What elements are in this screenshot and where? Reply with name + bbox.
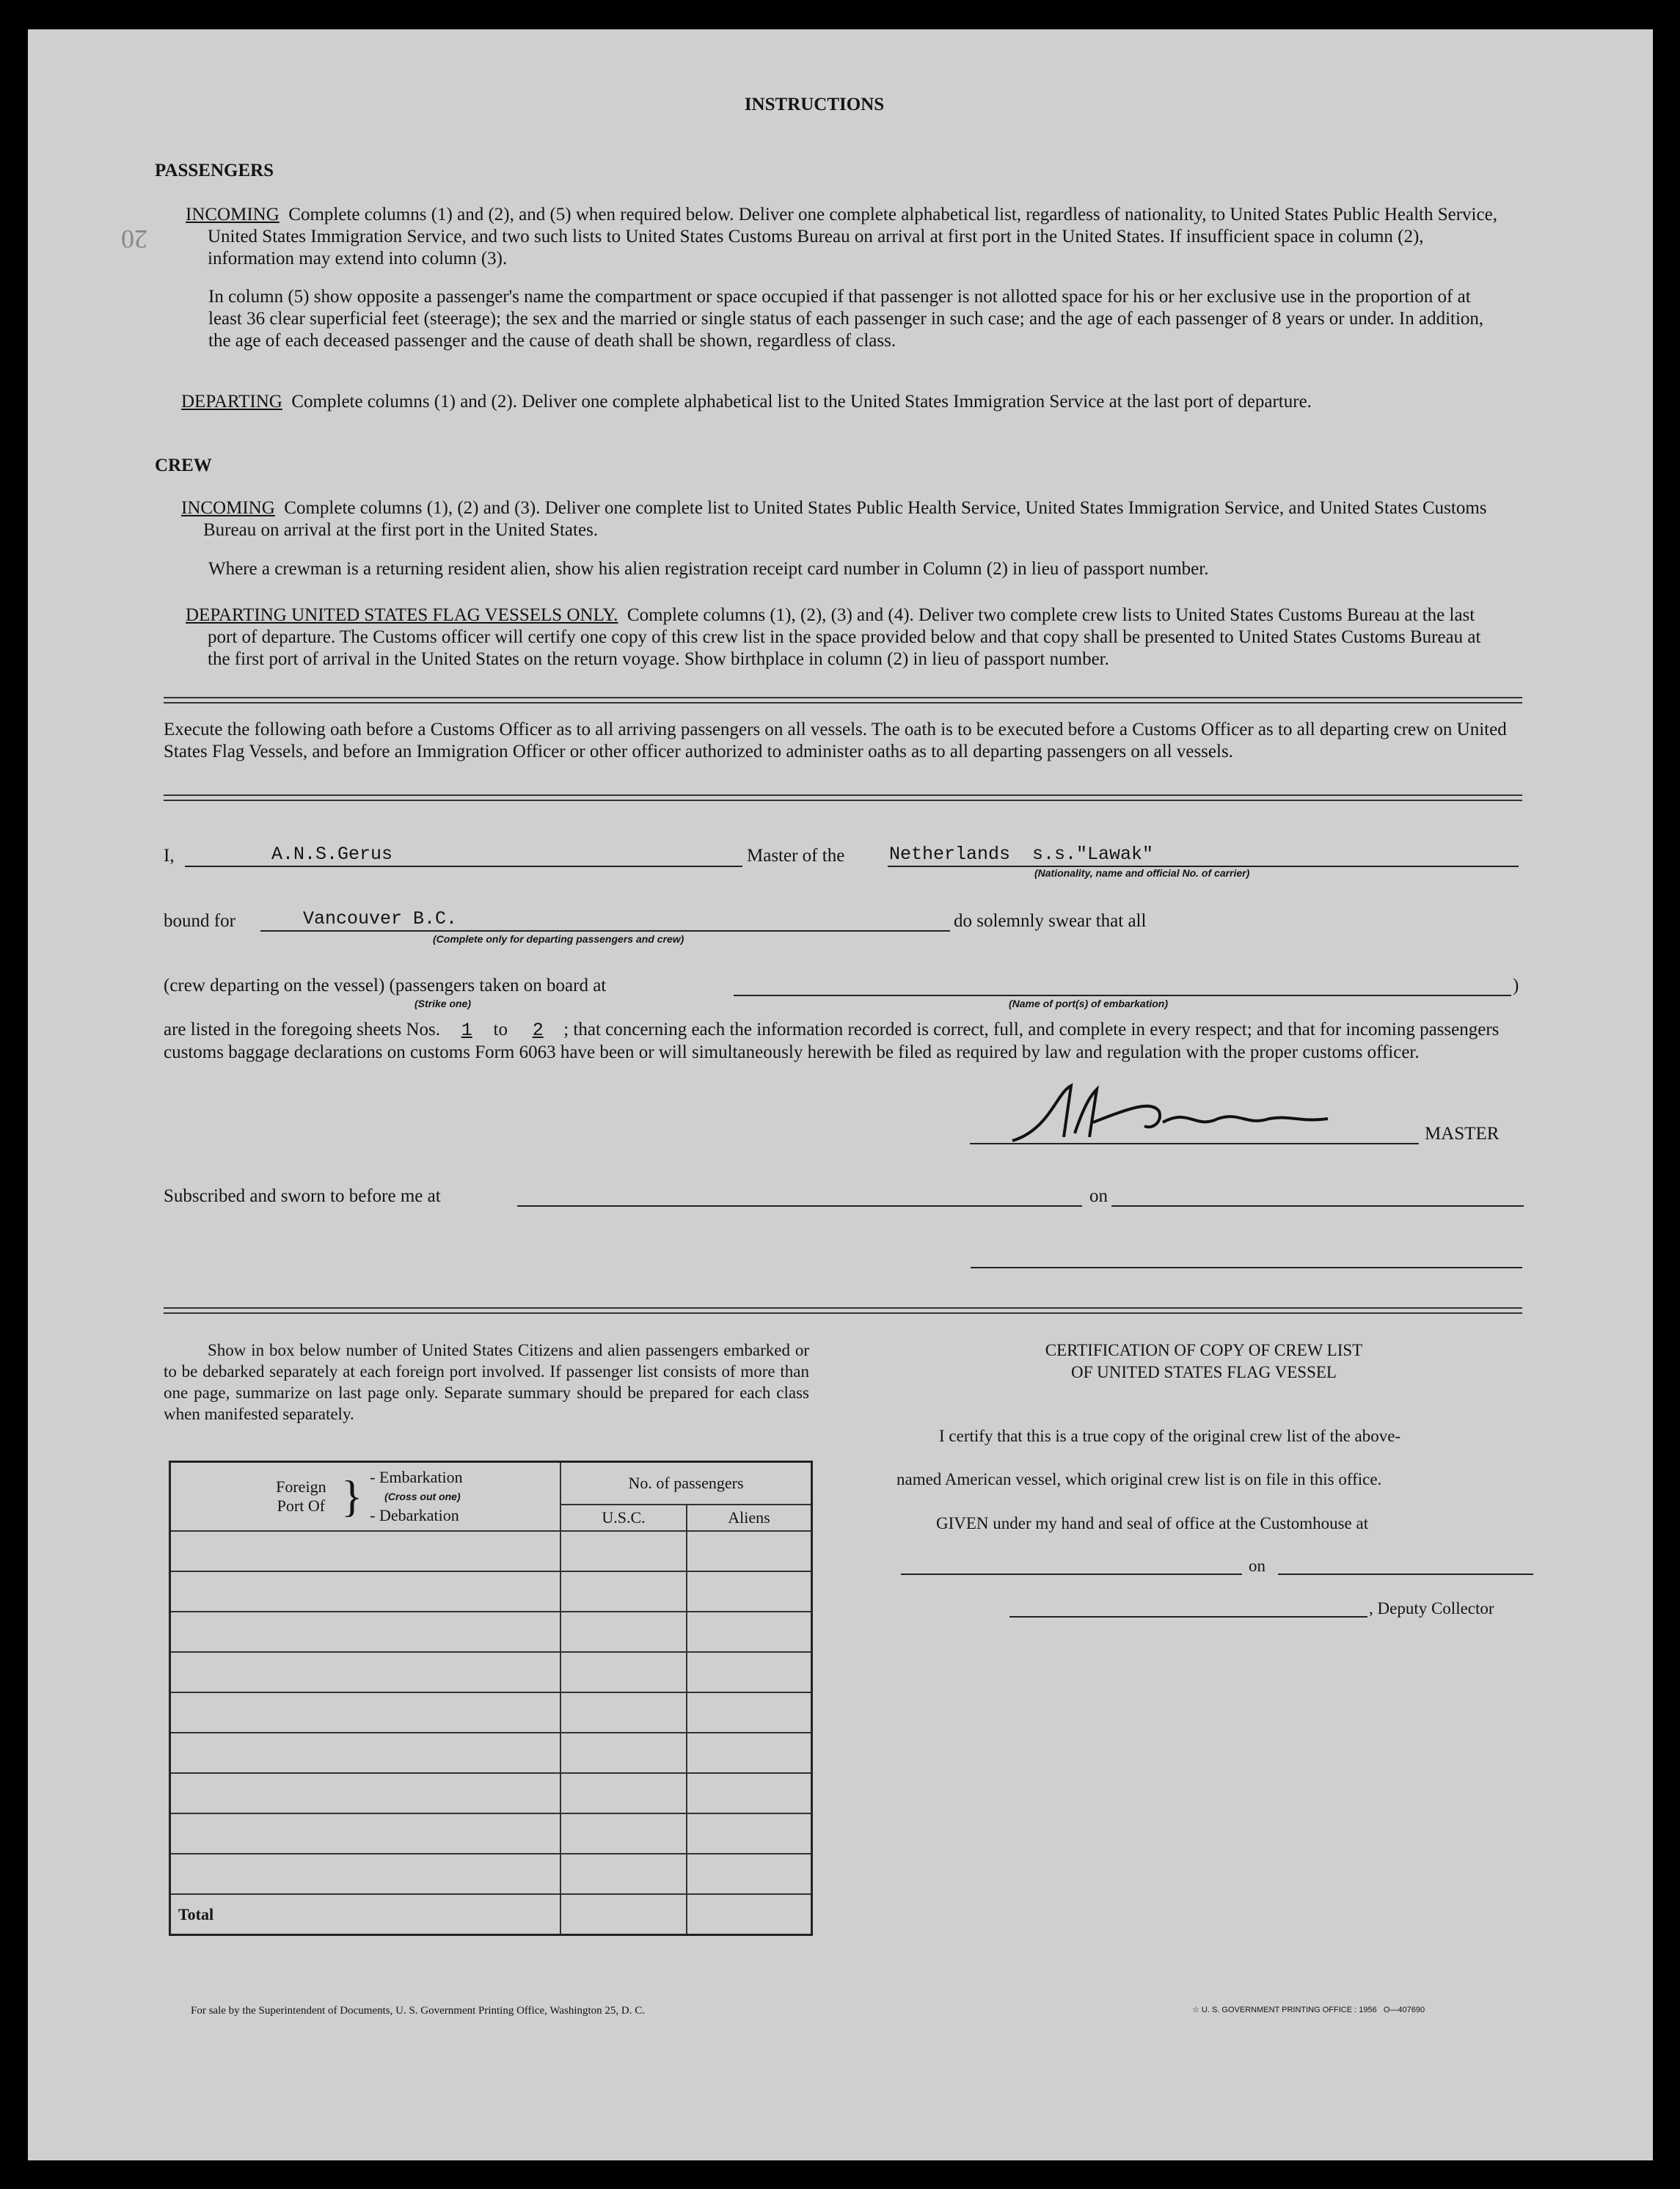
- cert-title-line1: CERTIFICATION OF COPY OF CREW LIST: [1045, 1341, 1363, 1359]
- passenger-summary-table: [169, 1461, 813, 1936]
- margin-mark: 20: [121, 224, 147, 254]
- table-row[interactable]: [170, 1612, 812, 1652]
- deputy-collector-line[interactable]: [1009, 1616, 1367, 1618]
- listed-text: [164, 1019, 1521, 1064]
- master-name-field[interactable]: A.N.S.Gerus: [271, 844, 393, 865]
- debarkation-label: - Debarkation: [370, 1506, 459, 1524]
- master-of-label: Master of the: [747, 846, 845, 866]
- table-row[interactable]: [170, 1854, 812, 1894]
- divider: [164, 697, 1522, 704]
- divider: [164, 794, 1522, 801]
- total-label: Total: [170, 1894, 561, 1935]
- no-passengers-header: No. of passengers: [560, 1462, 812, 1505]
- table-row[interactable]: [170, 1652, 812, 1692]
- foreign-port-label: Foreign Port Of: [276, 1477, 326, 1515]
- cert-text1: I certify that this is a true copy of the original crew list of the above-: [939, 1427, 1401, 1445]
- cert-date-line[interactable]: [1278, 1574, 1533, 1575]
- summary-instructions: Show in box below number of United States Citizens and alien passengers embarked or to be debarked separately at each foreign port involved. If passenger list consists of more than one page, summarize on last page only. Separate summary should be prepared for each class when manifested separately.: [164, 1341, 809, 1423]
- crew-departing: [186, 604, 1506, 670]
- cert-title-line2: OF UNITED STATES FLAG VESSEL: [1071, 1363, 1337, 1381]
- table-row[interactable]: [170, 1571, 812, 1612]
- destination-caption: (Complete only for departing passengers and crew): [433, 933, 684, 945]
- vessel-field[interactable]: Netherlands s.s."Lawak": [889, 844, 1154, 865]
- crew-heading: CREW: [155, 456, 212, 475]
- listed-rest: ; that concerning each the information recorded is correct, full, and complete in every respect; and that for incoming passengers customs baggage declarations on customs Form 6063 have been or will simultaneously herewith be filed as required by law and regulation with the proper customs officer.: [164, 1020, 1500, 1062]
- crew-incoming: [181, 497, 1502, 541]
- master-label: MASTER: [1425, 1124, 1500, 1144]
- crew-resident: Where a crewman is a returning resident alien, show his alien registration receipt card number in Column (2) in lieu of passport number.: [208, 559, 1209, 579]
- crew-passengers-label: (crew departing on the vessel) (passengers taken on board at: [164, 976, 607, 995]
- usc-header: U.S.C.: [560, 1505, 687, 1531]
- table-row[interactable]: [170, 1813, 812, 1854]
- label: DEPARTING: [181, 392, 282, 412]
- master-name-line: [185, 866, 742, 867]
- close-paren: ): [1513, 976, 1519, 995]
- to-label: to: [493, 1020, 508, 1039]
- strike-caption: (Strike one): [414, 998, 472, 1009]
- vessel-caption: (Nationality, name and official No. of carrier): [1034, 867, 1250, 879]
- sworn-date-line[interactable]: [1111, 1205, 1524, 1207]
- cert-text2: named American vessel, which original crew list is on file in this office.: [896, 1470, 1382, 1488]
- text: Complete columns (1) and (2). Deliver one complete alphabetical list to the United States Immigration Service at the last port of departure.: [291, 392, 1312, 412]
- bound-label: bound for: [164, 911, 235, 931]
- foreign-port-header: [170, 1462, 561, 1532]
- text: Complete columns (1) and (2), and (5) when required below. Deliver one complete alphabetical list, regardless of nationality, to United States Public Health Service, United States Immigration Service, and two such lists to United States Customs Bureau on arrival at first port in the United States. If insufficient space in column (2), information may extend into column (3).: [208, 205, 1497, 268]
- cert-text3: GIVEN under my hand and seal of office at the Customhouse at: [936, 1514, 1369, 1532]
- certification-title: [924, 1340, 1483, 1384]
- divider: [164, 1307, 1522, 1314]
- passengers-departing: [181, 391, 1513, 413]
- passengers-column5: In column (5) show opposite a passenger's name the compartment or space occupied if that passenger is not allotted space for his or her exclusive use in the proportion of at least 36 clear superficial feet (steerage); the sex and the married or single status of each passenger in such case; and the age of each passenger of 8 years or under. In addition, the age of each deceased passenger and the cause of death shall be shown, regardless of class.: [208, 287, 1484, 351]
- aliens-header: Aliens: [687, 1505, 812, 1531]
- swear-label: do solemnly swear that all: [954, 911, 1147, 931]
- footer-sale-note: For sale by the Superintendent of Documents, U. S. Government Printing Office, Washington 25, D. C.: [191, 2005, 645, 2017]
- port-caption: (Name of port(s) of embarkation): [1009, 998, 1169, 1009]
- passengers-incoming: [186, 204, 1513, 270]
- port-line[interactable]: [734, 995, 1511, 996]
- label: DEPARTING UNITED STATES FLAG VESSELS ONLY.: [186, 605, 618, 625]
- deputy-collector-label: , Deputy Collector: [1369, 1599, 1494, 1618]
- destination-field[interactable]: Vancouver B.C.: [303, 908, 458, 929]
- cross-out-label: (Cross out one): [384, 1491, 461, 1502]
- embarkation-label: - Embarkation: [370, 1468, 463, 1486]
- footer-printing-office: ☆ U. S. GOVERNMENT PRINTING OFFICE : 1956 O—407690: [1192, 2006, 1425, 2014]
- table-row[interactable]: [170, 1773, 812, 1813]
- total-row[interactable]: [170, 1894, 812, 1935]
- table-row[interactable]: [170, 1692, 812, 1733]
- table-row[interactable]: [170, 1531, 812, 1571]
- table-row[interactable]: [170, 1733, 812, 1773]
- customhouse-line[interactable]: [901, 1574, 1242, 1575]
- oath-intro: Execute the following oath before a Customs Officer as to all arriving passengers on all vessels. The oath is to be executed before a Customs Officer as to all departing crew on United States Flag Vessels, and before an Immigration Officer or other officer authorized to administer oaths as to all departing passengers on all vessels.: [164, 720, 1507, 761]
- brace-icon: }: [341, 1472, 363, 1521]
- passengers-heading: PASSENGERS: [155, 161, 274, 180]
- subscribed-label: Subscribed and sworn to before me at: [164, 1186, 441, 1206]
- sworn-place-line[interactable]: [517, 1205, 1082, 1207]
- page-title: INSTRUCTIONS: [744, 95, 885, 114]
- label: INCOMING: [181, 498, 275, 518]
- sheet-from-field[interactable]: 1: [461, 1020, 472, 1041]
- cert-on-label: on: [1249, 1557, 1266, 1575]
- on-label: on: [1089, 1186, 1108, 1206]
- officer-signature-line[interactable]: [971, 1267, 1522, 1268]
- i-label: I,: [164, 846, 175, 866]
- master-signature: [1005, 1078, 1343, 1152]
- destination-line: [260, 930, 950, 932]
- sheet-to-field[interactable]: 2: [532, 1020, 544, 1041]
- text: Complete columns (1), (2), (3) and (4). Deliver two complete crew lists to United States Customs Bureau at the last port of departure. The Customs officer will certify one copy of this crew list in the space provided below and that copy shall be presented to United States Customs Bureau at the first port of arrival in the United States on the return voyage. Show birthplace in column (2) in lieu of passport number.: [208, 605, 1481, 669]
- listed-label: are listed in the foregoing sheets Nos.: [164, 1020, 440, 1039]
- label: INCOMING: [186, 205, 280, 224]
- text: Complete columns (1), (2) and (3). Deliver one complete list to United States Public Health Service, United States Immigration Service, and United States Customs Bureau on arrival at the first port in the United States.: [203, 498, 1487, 540]
